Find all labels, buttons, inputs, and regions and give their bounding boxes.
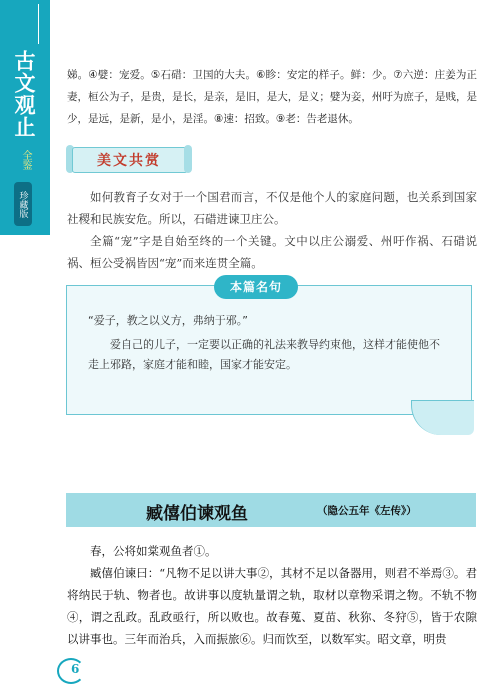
quote-label: 本篇名句 <box>214 275 298 299</box>
chapter-heading <box>66 493 476 527</box>
body-paragraph-2: 臧僖伯谏曰：“凡物不足以讲大事②，其材不足以备器用，则君不举焉③。君将纳民于轨、物者也。故讲事以度轨量谓之轨，取材以章物采谓之物。不轨不物④，谓之乱政。乱政亟行，所以败也。故春蒐、夏苗、秋狝、冬狩⑤，皆于农隙以讲事也。三年而治兵，入而振旅⑥。归而饮至，以数军实。昭文章，明贵 <box>67 566 477 646</box>
page-number-text: 6 <box>71 662 80 676</box>
quote-translation: 爱自己的儿子，一定要以正确的礼法来教导约束他，这样才能使他不走上邪路，家庭才能和睦，国家才能安定。 <box>88 338 440 371</box>
side-ruler-line <box>38 4 39 44</box>
body-paragraph-1: 春，公将如棠观鱼者①。 <box>90 544 217 558</box>
page-number <box>57 658 87 680</box>
famous-quote-box <box>66 275 474 435</box>
quote-original: “爱子，教之以义方，弗纳于邪。” <box>88 314 248 327</box>
banner-title: 美文共赏 <box>97 153 161 169</box>
edition-badge: 珍藏版 <box>14 182 32 226</box>
book-title: 古文观止 <box>12 50 37 138</box>
commentary-paragraph-1: 如何教育子女对于一个国君而言，不仅是他个人的家庭问题，也关系到国家社稷和民族安危。所以，石碏进谏卫庄公。 <box>67 190 477 226</box>
book-subtitle: 全鉴 <box>20 150 31 170</box>
commentary-paragraph-2: 全篇“宠”字是自始至终的一个关键。文中以庄公溺爱、州吁作祸、石碏说祸、桓公受祸皆因“宠”而来连贯全篇。 <box>67 234 477 270</box>
chapter-title: 臧僖伯谏观鱼 <box>146 504 248 524</box>
section-banner <box>66 145 192 173</box>
page-curl-icon <box>411 400 474 435</box>
side-title-bar <box>0 0 50 235</box>
chapter-source: （隐公五年《左传》） <box>317 505 417 517</box>
annotation-notes: 娣。④嬖：宠爱。⑤石碏：卫国的大夫。⑥眕：安定的样子。鲜：少。⑦六逆：庄姜为正妻，桓公为子，是贵，是长，是亲，是旧，是大，是义；嬖为妾，州吁为庶子，是贱，是少，是远，是新，是小，是淫。⑧速：招致。⑨老：告老退休。 <box>67 69 477 125</box>
